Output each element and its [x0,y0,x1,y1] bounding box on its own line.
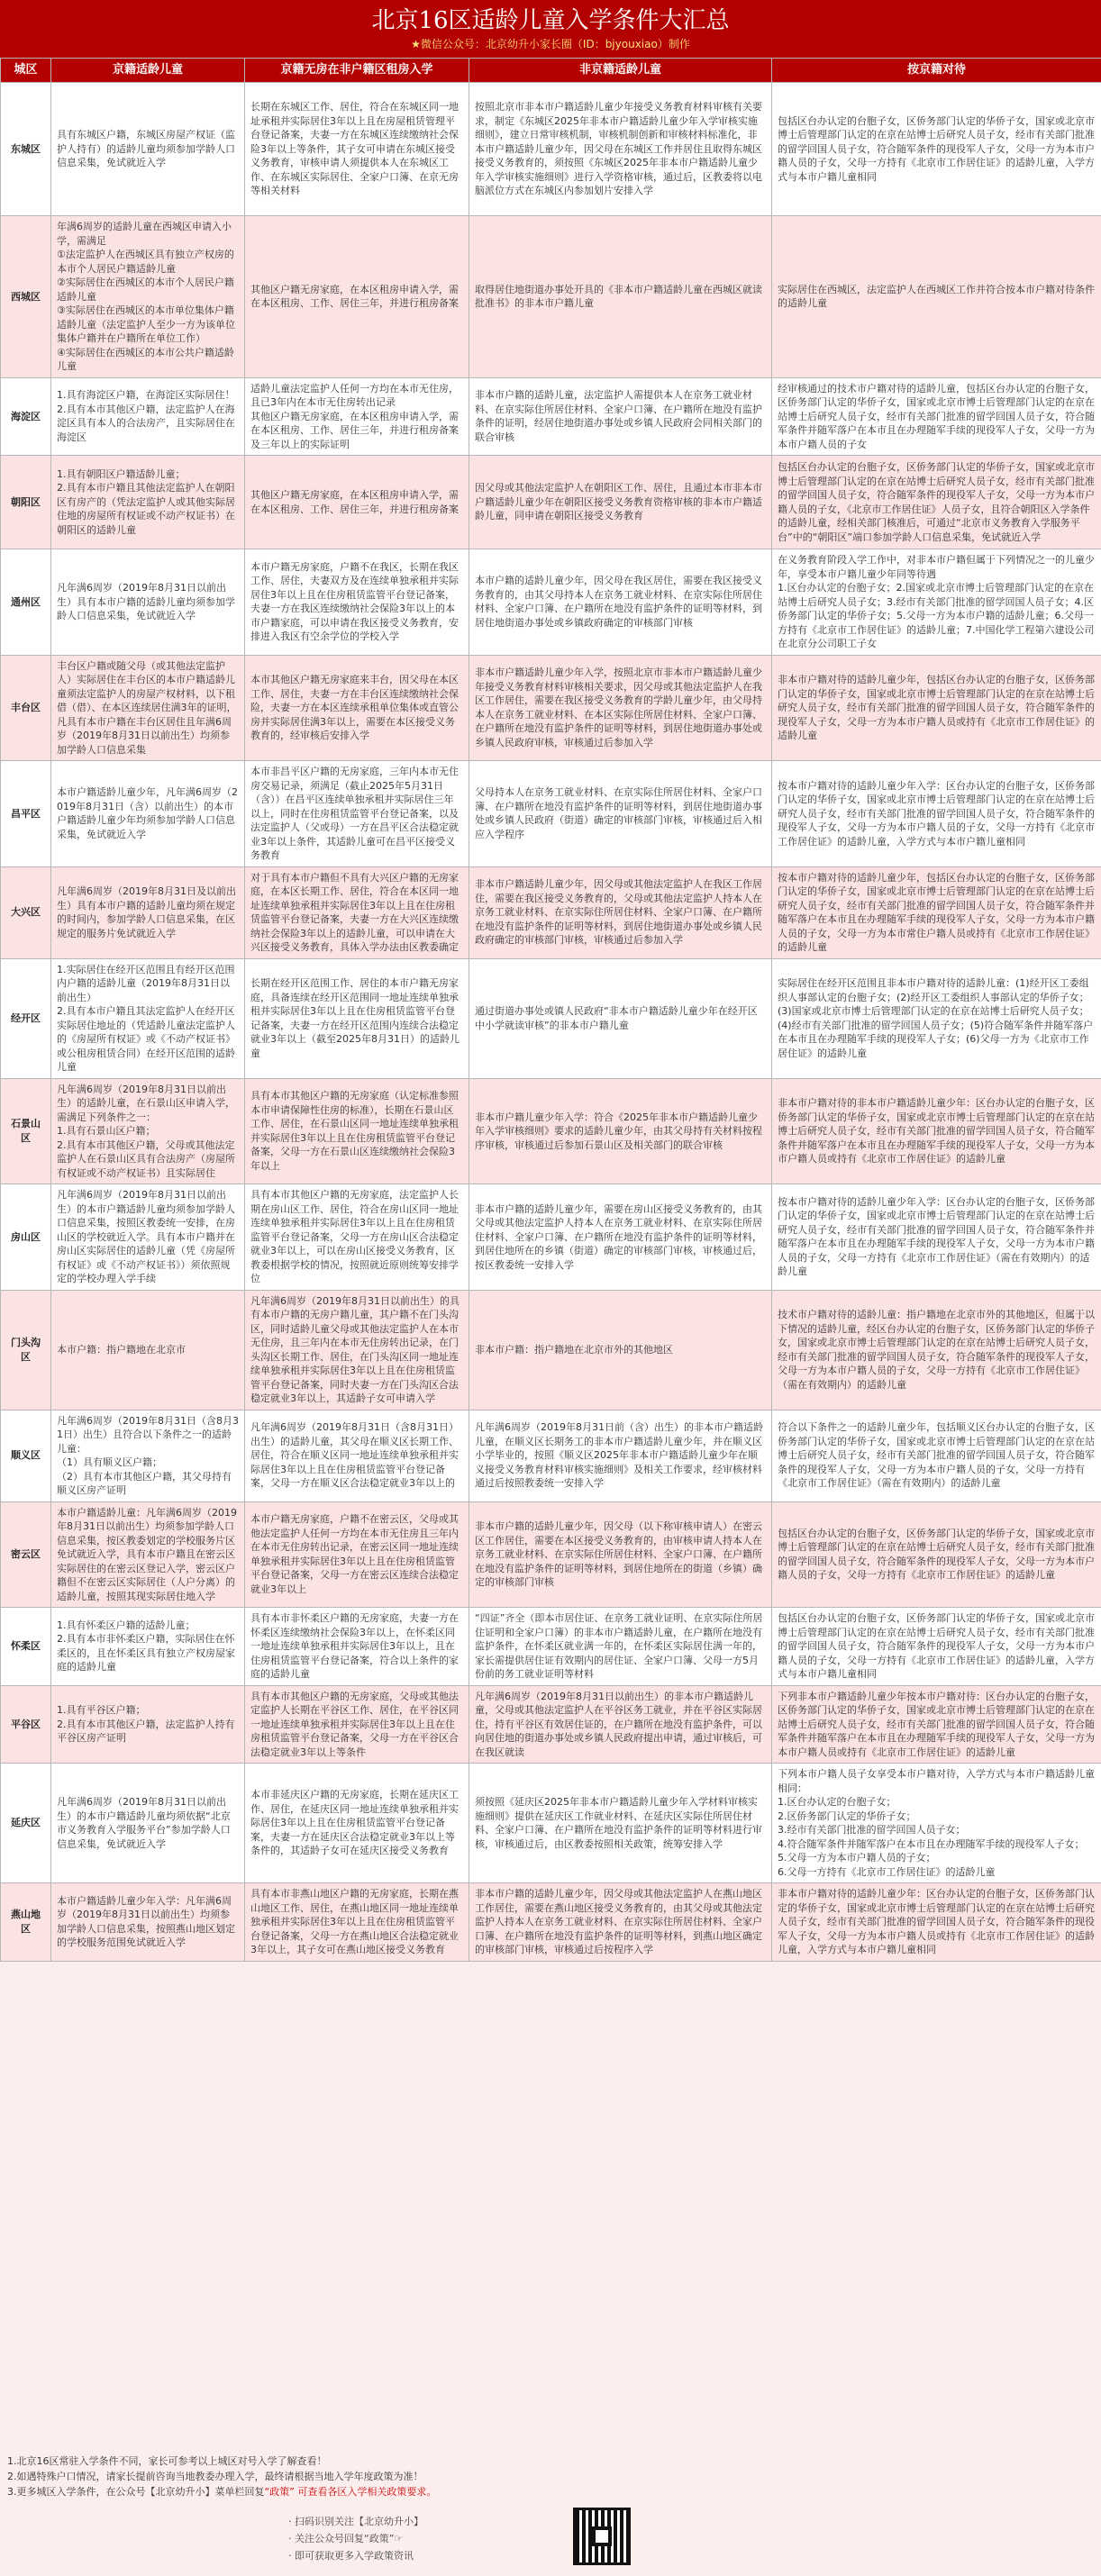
treated-as-beijing-cell: 按本市户籍对待的适龄儿童少年，包括区台办认定的台胞子女，区侨务部门认定的华侨子女，国家或北京市博士后管理部门认定的在京在站博士后研究人员子女，经市有关部门批准的留学回国人员子女，符合随军条件并随军落户在本市且在办理随军手续的现役军人子女，父母一方为本市户籍人员的子女，父母一方为本市常住户籍人员或持有《北京市工作居住证》的适龄儿童 [772,866,1101,958]
non-beijing-cell: 本市户籍的适龄儿童少年，因父母在我区居住，需要在我区接受义务教育的，由其父母持本人在京务工就业材料、在京实际住所居住材料、全家户口簿、在户籍所在地没有监护条件的证明等材料，到居住地街道办事处或乡镇政府确定的审核部门审核 [469,549,772,656]
footer-line-2: · 关注公众号回复“政策”☞ [288,2533,404,2544]
rental-cell: 其他区户籍无房家庭，在本区租房申请入学，需在本区租房、工作、居住三年，并进行租房备案 [245,456,469,549]
district-cell: 延庆区 [1,1764,51,1883]
non-beijing-cell: 父母持本人在京务工就业材料、在京实际住所居住材料、全家户口簿、在户籍所在地没有监护条件的证明等材料，到居住地街道办事处或乡镇人民政府（街道）确定的审核部门审核，审核通过后入相应入学程序 [469,761,772,867]
district-cell: 大兴区 [1,866,51,958]
district-cell: 怀柔区 [1,1608,51,1686]
table-row [1,1685,1101,1764]
beijing-hukou-cell: 凡年满6周岁（2019年8月31日及以前出生）具有本市户籍的适龄儿童均须在规定的时间内，参加学龄人口信息采集，在区规定的服务片免试就近入学 [51,866,245,958]
non-beijing-cell: 通过街道办事处或镇人民政府“非本市户籍适龄儿童少年在经开区中小学就读审核”的非本市户籍儿童 [469,958,772,1078]
beijing-hukou-cell: 年满6周岁的适龄儿童在西城区申请入小学，需满足 ①法定监护人在西城区具有独立产权房的本市个人居民户籍适龄儿童 ②实际居住在西城区的本市个人居民户籍适龄儿童 ③实际居住在西城区的本市单位集体户籍适龄儿童（法定监护人至少一方为该单位集体户籍并在户籍所在单位工作） ④实际居住在西城区的本市公共户籍适龄儿童 [51,216,245,378]
rental-cell: 本市户籍无房家庭，户籍不在密云区，父母或其他法定监护人任何一方均在本市无住房且三年内在本市无住房转出记录，在密云区同一地址连续单独承租并实际居住3年以上且在住房租赁监管平台登记备案，父母一方在密云区连续合法稳定就业3年以上 [245,1501,469,1608]
table-row [1,456,1101,549]
beijing-hukou-cell: 1.具有平谷区户籍； 2.具有本市其他区户籍，法定监护人持有平谷区房产证明 [51,1685,245,1764]
non-beijing-cell: 因父母或其他法定监护人在朝阳区工作、居住，且通过本市非本市户籍适龄儿童少年在朝阳区接受义务教育资格审核的非本市户籍适龄儿童，同申请在朝阳区接受义务教育 [469,456,772,549]
non-beijing-cell: 按照北京市非本市户籍适龄儿童少年接受义务教育材料审核有关要求，制定《东城区2025年非本市户籍适龄儿童少年入学审核实施细则》，建立日常审核机制，审核机制创新和审核材料标准化，非本市户籍适龄儿童少年，因父母在东城区工作并居住且取得东城区接受义务教育的，须按照《东城区2025年非本市户籍适龄儿童少年入学审核实施细则》进行入学资格审核，通过后，区教委将以电脑派位方式在东城区内参加划片安排入学 [469,83,772,216]
beijing-hukou-cell: 凡年满6周岁（2019年8月31日以前出生）的本市户籍适龄儿童均须依据“北京市义务教育入学服务平台”参加学龄人口信息采集，免试就近入学 [51,1764,245,1883]
district-cell: 石景山区 [1,1078,51,1184]
non-beijing-cell: 须按照《延庆区2025年非本市户籍适龄儿童少年入学材料审核实施细则》提供在延庆区工作就业材料、在延庆区实际住所居住材料、全家户口簿、在户籍所在地没有监护条件的证明等材料进行审核，审核通过后，由区教委按照相关政策，统筹安排入学 [469,1764,772,1883]
district-cell: 平谷区 [1,1685,51,1764]
rental-cell: 其他区户籍无房家庭，在本区租房申请入学，需在本区租房、工作、居住三年，并进行租房备案 [245,216,469,378]
treated-as-beijing-cell: 非本市户籍对待的适龄儿童少年：区台办认定的台胞子女，区侨务部门认定的华侨子女，国家或北京市博士后管理部门认定的在京在站博士后研究人员子女，经市有关部门批准的留学回国人员子女，符合随军条件的现役军人子女，父母一方为本市户籍人员或持有《北京市工作居住证》的适龄儿童，入学方式与本市户籍儿童相同 [772,1883,1101,1962]
beijing-hukou-cell: 具有东城区户籍，东城区房屋产权证（监护人持有）的适龄儿童均须参加学龄人口信息采集，免试就近入学 [51,83,245,216]
table-row [1,1184,1101,1291]
rental-cell: 长期在东城区工作、居住，符合在东城区同一地址承租并实际居住3年以上且在房屋租赁管理平台登记备案，夫妻一方在东城区连续缴纳社会保险3年以上等条件，其子女可申请在东城区接受义务教育，审核申请人须提供本人在东城区工作、在东城区实际居住、全家户口簿、在京无房等相关材料 [245,83,469,216]
non-beijing-cell: 非本市户籍的适龄儿童，法定监护人需提供本人在京务工就业材料、在京实际住所居住材料、全家户口簿、在户籍所在地没有监护条件的证明，经居住地街道办事处或乡镇人民政府会同相关部门的联合审核 [469,377,772,456]
table-row [1,866,1101,958]
table-row [1,83,1101,216]
note-line-3 [7,2484,1094,2499]
district-cell: 顺义区 [1,1410,51,1501]
table-row [1,1501,1101,1608]
footer [0,2500,1101,2576]
column-header-treated-as-beijing: 按京籍对待 [772,59,1101,83]
table-row [1,1078,1101,1184]
beijing-hukou-cell: 1.实际居住在经开区范围且有经开区范围内户籍的适龄儿童（2019年8月31日以前出生） 2.具有本市户籍且其法定监护人在经开区实际居住地址的（凭适龄儿童法定监护人的《房屋所有权证》或《不动产权证书》或公租房租赁合同）在经开区范围的适龄儿童 [51,958,245,1078]
rental-cell: 本市其他区户籍无房家庭来丰台，因父母在本区工作、居住，夫妻一方在丰台区连续缴纳社会保险，夫妻一方在本区连续承租单位集体或直管公房并实际居住满3年以上，需要在本区接受义务教育的，经审核后安排入学 [245,655,469,761]
beijing-hukou-cell: 1.具有海淀区户籍，在海淀区实际居住！ 2.具有本市其他区户籍，法定监护人在海淀区具有本人的合法房产，且实际居住在海淀区 [51,377,245,456]
table-row [1,216,1101,378]
non-beijing-cell: 非本市户籍适龄儿童少年入学，按照北京市非本市户籍适龄儿童少年接受义务教育材料审核相关要求，因父母或其他法定监护人在我区工作居住，需要在我区接受义务教育的学龄儿童少年，由父母持本人在京务工就业材料、在本区实际住所居住材料、全家户口簿、在户籍所在地没有监护条件的证明等材料，到居住地街道办事处或乡镇人民政府审核，审核通过后参加入学 [469,655,772,761]
beijing-hukou-cell: 本市户籍适龄儿童：凡年满6周岁（2019年8月31日以前出生）均须参加学龄人口信息采集，按区教委划定的学校服务片区免试就近入学，具有本市户籍且在密云区实际居住的在密云区登记入学，密云区户籍但不在密云区实际居住（人户分离）的适龄儿童，按照其现实际居住地入学 [51,1501,245,1608]
table-body [1,83,1101,1962]
footer-line-1: · 扫码识别关注【北京幼升小】 [288,2516,423,2527]
beijing-hukou-cell: 凡年满6周岁（2019年8月31日（含8月31日）出生）且符合以下条件之一的适龄儿童： （1）具有顺义区户籍； （2）具有本市其他区户籍，其父母持有顺义区房产证明 [51,1410,245,1501]
beijing-hukou-cell: 丰台区户籍或随父母（或其他法定监护人）实际居住在丰台区的本市户籍适龄儿童须法定监护人的房屋产权材料，以下租借（借）、在本区连续居住满3年的证明，凡具有本市户籍在丰台区居住且年满6周岁（2019年8月31日以前出生）均须参加学龄人口信息采集 [51,655,245,761]
table-row [1,655,1101,761]
district-cell: 海淀区 [1,377,51,456]
beijing-hukou-cell: 1.具有怀柔区户籍的适龄儿童； 2.具有本市非怀柔区户籍，实际居住在怀柔区的，且在怀柔区具有独立产权房屋家庭的适龄儿童 [51,1608,245,1686]
note-keyword: “政策” [264,2486,295,2498]
district-cell: 朝阳区 [1,456,51,549]
treated-as-beijing-cell: 下列非本市户籍适龄儿童少年按本市户籍对待：区台办认定的台胞子女，区侨务部门认定的华侨子女，国家或北京市博士后管理部门认定的在京在站博士后研究人员子女，经市有关部门批准的留学回国人员子女，符合随军条件并随军落户在本市且在办理随军手续的现役军人子女，父母一方为本市户籍人员或持有《北京市工作居住证》的适龄儿童 [772,1685,1101,1764]
non-beijing-cell: 凡年满6周岁（2019年8月31日以前出生）的非本市户籍适龄儿童，父母或其他法定监护人在平谷区务工就业，并在平谷区实际居住，持有平谷区有效居住证的，在户籍所在地没有监护条件，可以向居住地的街道办事处或乡镇人民政府提出申请，通过审核后，可在我区就读 [469,1685,772,1764]
non-beijing-cell: 非本市户籍儿童少年入学：符合《2025年非本市户籍适龄儿童少年入学审核细则》要求的适龄儿童少年，由其父母持有关材料按程序审核，审核通过后参加石景山区及相关部门的联合审核 [469,1078,772,1184]
table-row [1,1764,1101,1883]
rental-cell: 适龄儿童法定监护人任何一方均在本市无住房，且已3年内在本市无住房转出记录 其他区户籍无房家庭，在本区租房申请入学，需在本区租房、工作、居住三年，并进行租房备案及三年以上的实际证明 [245,377,469,456]
district-cell: 丰台区 [1,655,51,761]
table-row [1,958,1101,1078]
note-line-2: 2.如遇特殊户口情况，请家长提前咨询当地教委办理入学，最终请根据当地入学年度政策为准！ [7,2471,423,2482]
column-header-beijing-hukou: 京籍适龄儿童 [51,59,245,83]
beijing-hukou-cell: 凡年满6周岁（2019年8月31日以前出生）具有本市户籍的适龄儿童均须参加学龄人口信息采集，免试就近入学 [51,549,245,656]
district-cell: 燕山地区 [1,1883,51,1962]
non-beijing-cell: 非本市户籍的适龄儿童少年，因父母或其他法定监护人在燕山地区工作居住，需要在燕山地区接受义务教育的，由其父母或其他法定监护人持本人在京务工就业材料、在京实际住所居住材料、全家户口簿、在户籍所在地没有监护条件的证明等材料，到燕山地区确定的审核部门审核，审核通过后按程序入学 [469,1883,772,1962]
district-cell: 经开区 [1,958,51,1078]
beijing-hukou-cell: 凡年满6周岁（2019年8月31日以前出生）的本市户籍适龄儿童均须参加学龄人口信息采集，按照区教委统一安排，在房山区的学校就近入学。具有本市户籍并在房山区实际居住的适龄儿童（凭《房屋所有权证》或《不动产权证书》）须依照规定的学校办理入学手续 [51,1184,245,1291]
treated-as-beijing-cell: 实际居住在西城区，法定监护人在西城区工作并符合按本市户籍对待条件的适龄儿童 [772,216,1101,378]
note-line-3-suffix: 可查看各区入学相关政策要求。 [297,2486,437,2498]
treated-as-beijing-cell: 包括区台办认定的台胞子女，区侨务部门认定的华侨子女，国家或北京市博士后管理部门认定的在京在站博士后研究人员子女，经市有关部门批准的留学回国人员子女，符合随军条件的现役军人子女，父母一方为本市户籍人员的子女，父母一方持有《北京市工作居住证》的适龄儿童 [772,1501,1101,1608]
rental-cell: 本市户籍无房家庭，户籍不在我区，长期在我区工作、居住，夫妻双方及在连续单独承租并实际居住3年以上且在住房租赁监管平台登记备案，夫妻一方在我区连续缴纳社会保险3年以上的本市户籍家庭，可以申请在我区接受义务教育，安排进入我区有空余学位的学校入学 [245,549,469,656]
rental-cell: 具有本市其他区户籍的无房家庭，法定监护人长期在房山区工作、居住，符合在房山区同一地址连续单独承租并实际居住3年以上且在住房租赁监管平台登记备案，父母一方在房山区合法稳定就业3年以上，可以在房山区接受义务教育，区教委根据学校的情况，按照就近原则统筹安排学位 [245,1184,469,1291]
non-beijing-cell: 取得居住地街道办事处开具的《非本市户籍适龄儿童在西城区就读批准书》的非本市户籍儿童 [469,216,772,378]
non-beijing-cell: “四证”齐全（即本市居住证、在京务工就业证明、在京实际住所居住证明和全家户口簿）的非本市户籍适龄儿童，在户籍所在地没有监护条件，在怀柔区就业满一年的，在怀柔区实际居住满一年的，家长需提供居住证有效期内的居住证、全家户口簿、父母一方5月份前的务工就业证明等材料 [469,1608,772,1686]
page-subtitle: ★微信公众号：北京幼升小家长圈（ID：bjyouxiao）制作 [411,38,690,50]
district-cell: 东城区 [1,83,51,216]
non-beijing-cell: 非本市户籍的适龄儿童少年，因父母（以下称审核申请人）在密云区工作居住，需要在本区接受义务教育的，由审核申请人持本人在京务工就业材料、在京实际住所居住材料、全家户口簿、在户籍所在地没有监护条件的证明等材料，到居住地所在的街道（乡镇）确定的审核部门审核 [469,1501,772,1608]
table-row [1,1608,1101,1686]
treated-as-beijing-cell: 实际居住在经开区范围且非本市户籍对待的适龄儿童：(1)经开区工委组织人事部认定的台胞子女；(2)经开区工委组织人事部认定的华侨子女；(3)国家或北京市博士后管理部门认定的在京在站博士后研究人员子女；(4)经市有关部门批准的留学回国人员子女；(5)符合随军条件并随军落户在本市且在办理随军手续的现役军人子女；(6)父母一方为《北京市工作居住证》的适龄儿童 [772,958,1101,1078]
rental-cell: 本市非昌平区户籍的无房家庭，三年内本市无住房交易记录，须满足（截止2025年5月31日（含））在昌平区连续单独承租并实际居住三年以上，同时在住房租赁监管平台登记备案，以及法定监护人（父或母）一方在昌平区合法稳定就业3年以上条件，其适龄儿童可在昌平区接受义务教育 [245,761,469,867]
qr-code-icon [573,2508,631,2565]
note-line-1: 1.北京16区常驻入学条件不同，家长可参考以上城区对号入学了解查看！ [7,2455,327,2467]
footer-text [288,2513,423,2564]
treated-as-beijing-cell: 包括区台办认定的台胞子女，区侨务部门认定的华侨子女，国家或北京市博士后管理部门认定的在京在站博士后研究人员子女，经市有关部门批准的留学回国人员子女，符合随军条件的现役军人子女，父母一方为本市户籍人员的子女，《北京市工作居住证》人员子女，且符合朝阳区入学条件的适龄儿童，经相关部门核准后，可通过“北京市义务教育入学服务平台”中的“朝阳区”端口参加学龄人口信息采集，免试就近入学 [772,456,1101,549]
beijing-hukou-cell: 本市户籍：指户籍地在北京市 [51,1290,245,1410]
rental-cell: 长期在经开区范围工作、居住的本市户籍无房家庭，具备连续在经开区范围同一地址连续单独承租并实际居住3年以上且在住房租赁监管平台登记备案，夫妻一方在经开区范围内连续合法稳定就业3年以上（截至2025年8月31日）的适龄儿童 [245,958,469,1078]
treated-as-beijing-cell: 非本市户籍对待的非本市户籍适龄儿童少年：区台办认定的台胞子女，区侨务部门认定的华侨子女，国家或北京市博士后管理部门认定的在京在站博士后研究人员子女，经市有关部门批准的留学回国人员子女，符合随军条件并随军落户在本市且在办理随军手续的现役军人子女，父母一方为本市户籍人员或持有《北京市工作居住证》的适龄儿童 [772,1078,1101,1184]
table-header-row [1,59,1101,83]
conditions-table [0,58,1101,1962]
table-row [1,761,1101,867]
treated-as-beijing-cell: 在义务教育阶段入学工作中，对非本市户籍但属于下列情况之一的儿童少年，享受本市户籍儿童少年同等待遇 1.区台办认定的台胞子女；2.国家或北京市博士后管理部门认定的在京在站博士后研究人员子女；3.经市有关部门批准的留学回国人员子女；4.区侨务部门认定的华侨子女；5.父母一方为本市户籍的适龄儿童；6.父母一方持有《北京市工作居住证》的适龄儿童；7.中国化学工程第六建设公司在北京分公司职工子女 [772,549,1101,656]
treated-as-beijing-cell: 按本市户籍对待的适龄儿童少年入学：区台办认定的台胞子女，区侨务部门认定的华侨子女，国家或北京市博士后管理部门认定的在京在站博士后研究人员子女，经市有关部门批准的留学回国人员子女，符合随军条件的现役军人子女，父母一方为本市户籍人员的子女，父母一方持有《北京市工作居住证》的适龄儿童，入学方式与本市户籍儿童相同 [772,761,1101,867]
treated-as-beijing-cell: 经审核通过的技术市户籍对待的适龄儿童，包括区台办认定的台胞子女，区侨务部门认定的华侨子女，国家或北京市博士后管理部门认定的在京在站博士后研究人员子女，经市有关部门批准的留学回国人员子女，符合随军条件并随军落户在本市且在办理随军手续的现役军人子女，父母一方为本市户籍人员的子女 [772,377,1101,456]
table-row [1,377,1101,456]
treated-as-beijing-cell: 下列本市户籍人员子女享受本市户籍对待，入学方式与本市户籍适龄儿童相同： 1.区台办认定的台胞子女； 2.区侨务部门认定的华侨子女； 3.经市有关部门批准的留学回国人员子女； 4.符合随军条件并随军落户在本市且在办理随军手续的现役军人子女； 5.父母一方为本市户籍人员的子女； 6.父母一方持有《北京市工作居住证》的适龄儿童 [772,1764,1101,1883]
rental-cell: 具有本市其他区户籍的无房家庭（认定标准参照本市申请保障性住房的标准），长期在石景山区工作、居住，在石景山区同一地址连续单独承租并实际居住3年以上且在住房租赁监管平台登记备案，父母一方在石景山区连续缴纳社会保险3年以上 [245,1078,469,1184]
treated-as-beijing-cell: 技术市户籍对待的适龄儿童：指户籍地在北京市外的其他地区，但属于以下情况的适龄儿童，经区台办认定的台胞子女，区侨务部门认定的华侨子女，国家或北京市博士后管理部门认定的在京在站博士后研究人员子女，经市有关部门批准的留学回国人员子女，符合随军条件的现役军人子女，父母一方为本市户籍人员的子女，父母一方持有《北京市工作居住证》（需在有效期内）的适龄儿童 [772,1290,1101,1410]
non-beijing-cell: 凡年满6周岁（2019年8月31日前（含）出生）的非本市户籍适龄儿童，在顺义区长期务工的非本市户籍适龄儿童少年，并在顺义区小学毕业的，按照《顺义区2025年非本市户籍适龄儿童少年在顺义接受义务教育材料审核实施细则》及相关工作要求，经审核材料通过后按照教委统一安排入学 [469,1410,772,1501]
title-banner [0,0,1101,58]
rental-cell: 具有本市其他区户籍的无房家庭，父母或其他法定监护人长期在平谷区工作、居住，在平谷区同一地址连续单独承租并实际居住3年以上且在住房租赁监管平台登记备案，父母一方在平谷区合法稳定就业3年以上等条件 [245,1685,469,1764]
treated-as-beijing-cell: 包括区台办认定的台胞子女，区侨务部门认定的华侨子女，国家或北京市博士后管理部门认定的在京在站博士后研究人员子女，经市有关部门批准的留学回国人员子女，符合随军条件的现役军人子女，父母一方为本市户籍人员的子女，父母一方持有《北京市工作居住证》的适龄儿童，入学方式与本市户籍儿童相同 [772,83,1101,216]
table-row [1,549,1101,656]
column-header-rental: 京籍无房在非户籍区租房入学 [245,59,469,83]
table-row [1,1883,1101,1962]
table-row [1,1410,1101,1501]
district-cell: 密云区 [1,1501,51,1608]
rental-cell: 具有本市非燕山地区户籍的无房家庭，长期在燕山地区工作、居住，在燕山地区同一地址连续单独承租并实际居住3年以上且在住房租赁监管平台登记备案，父母一方在燕山地区合法稳定就业3年以上，其子女可在燕山地区接受义务教育 [245,1883,469,1962]
beijing-hukou-cell: 本市户籍适龄儿童少年，凡年满6周岁（2019年8月31日（含）以前出生）的本市户籍适龄儿童少年均须参加学龄人口信息采集，免试就近入学 [51,761,245,867]
rental-cell: 对于具有本市户籍但不具有大兴区户籍的无房家庭，在本区长期工作、居住，符合在本区同一地址连续单独承租并实际居住3年以上且在住房租赁监管平台登记备案，夫妻一方在大兴区连续缴纳社会保险3年以上的适龄儿童，可以申请在大兴区接受义务教育，具体入学办法由区教委确定 [245,866,469,958]
rental-cell: 凡年满6周岁（2019年8月31日（含8月31日）出生）的适龄儿童，其父母在顺义区长期工作、居住，符合在顺义区同一地址连续单独承租并实际居住3年以上且在住房租赁监管平台登记备案，父母一方在顺义区合法稳定就业3年以上的 [245,1410,469,1501]
district-cell: 通州区 [1,549,51,656]
district-cell: 西城区 [1,216,51,378]
treated-as-beijing-cell: 符合以下条件之一的适龄儿童少年，包括顺义区台办认定的台胞子女，区侨务部门认定的华侨子女，国家或北京市博士后管理部门认定的在京在站博士后研究人员子女，经市有关部门批准的留学回国人员子女，符合随军条件的现役军人子女，父母一方为本市户籍人员的子女，父母一方持有《北京市工作居住证》（需在有效期内）的适龄儿童 [772,1410,1101,1501]
footer-line-3: · 即可获取更多入学政策资讯 [288,2550,414,2562]
treated-as-beijing-cell: 按本市户籍对待的适龄儿童少年入学：区台办认定的台胞子女，区侨务部门认定的华侨子女，国家或北京市博士后管理部门认定的在京在站博士后研究人员子女，经市有关部门批准的留学回国人员子女，符合随军条件并随军落户在本市且在办理随军手续的现役军人子女，父母一方为本市户籍人员的子女，父母一方持有《北京市工作居住证》（需在有效期内）的适龄儿童 [772,1184,1101,1291]
page-title: 北京16区适龄儿童入学条件大汇总 [371,7,730,34]
treated-as-beijing-cell: 包括区台办认定的台胞子女，区侨务部门认定的华侨子女，国家或北京市博士后管理部门认定的在京在站博士后研究人员子女，经市有关部门批准的留学回国人员子女，符合随军条件的现役军人子女，父母一方为本市户籍人员的子女，父母一方持有《北京市工作居住证》的适龄儿童，入学方式与本市户籍儿童相同 [772,1608,1101,1686]
non-beijing-cell: 非本市户籍的适龄儿童少年，需要在房山区接受义务教育的，由其父母或其他法定监护人持本人在京务工就业材料、在京实际住所居住材料、全家户口簿、在户籍所在地没有监护条件的证明等材料，到居住地所在的乡镇（街道）确定的审核部门审核，审核通过后，按区教委统一安排入学 [469,1184,772,1291]
district-cell: 房山区 [1,1184,51,1291]
rental-cell: 凡年满6周岁（2019年8月31日以前出生）的具有本市户籍的无房户籍儿童，其户籍不在门头沟区，同时适龄儿童父母或其他法定监护人在本市无住房，且三年内在本市无住房转出记录，在门头沟区长期工作、居住，在门头沟区同一地址连续单独承租并实际居住3年以上且在住房租赁监管平台登记备案，同时夫妻一方在门头沟区合法稳定就业3年以上，其适龄子女可申请入学 [245,1290,469,1410]
beijing-hukou-cell: 本市户籍适龄儿童少年入学：凡年满6周岁（2019年8月31日以前出生）均须参加学龄人口信息采集，按照燕山地区划定的学校服务范围免试就近入学 [51,1883,245,1962]
rental-cell: 本市非延庆区户籍的无房家庭，长期在延庆区工作、居住，在延庆区同一地址连续单独承租并实际居住3年以上且在住房租赁监管平台登记备案，夫妻一方在延庆区合法稳定就业3年以上等条件的，其适龄子女可在延庆区接受义务教育 [245,1764,469,1883]
beijing-hukou-cell: 凡年满6周岁（2019年8月31日以前出生）的适龄儿童，在石景山区申请入学，需满足下列条件之一： 1.具有石景山区户籍； 2.具有本市其他区户籍，父母或其他法定监护人在石景山区具有合法房产（房屋所有权证或不动产权证书）且实际居住 [51,1078,245,1184]
district-cell: 昌平区 [1,761,51,867]
table-row [1,1290,1101,1410]
note-line-3-prefix: 3.更多城区入学条件，在公众号【北京幼升小】菜单栏回复 [7,2486,265,2498]
non-beijing-cell: 非本市户籍：指户籍地在北京市外的其他地区 [469,1290,772,1410]
column-header-district: 城区 [1,59,51,83]
treated-as-beijing-cell: 非本市户籍对待的适龄儿童少年，包括区台办认定的台胞子女，区侨务部门认定的华侨子女，国家或北京市博士后管理部门认定的在京在站博士后研究人员子女，经市有关部门批准的留学回国人员子女，符合随军条件的现役军人子女，父母一方为本市户籍人员或持有《北京市工作居住证》的适龄儿童 [772,655,1101,761]
column-header-non-beijing: 非京籍适龄儿童 [469,59,772,83]
notes-section [0,2448,1101,2500]
district-cell: 门头沟区 [1,1290,51,1410]
rental-cell: 具有本市非怀柔区户籍的无房家庭，夫妻一方在怀柔区连续缴纳社会保险3年以上，在怀柔区同一地址连续单独承租并实际居住3年以上，且在住房租赁监管平台登记备案，符合以上条件的家庭的适龄儿童 [245,1608,469,1686]
non-beijing-cell: 非本市户籍适龄儿童少年，因父母或其他法定监护人在我区工作居住，需要在我区接受义务教育的，父母或其他法定监护人持本人在京务工就业材料、在京实际住所居住材料、全家户口簿、在户籍所在地没有监护条件的证明等材料，到居住地街道办事处或乡镇人民政府确定的审核部门审核，审核通过后参加入学 [469,866,772,958]
beijing-hukou-cell: 1.具有朝阳区户籍适龄儿童； 2.具有本市户籍且其他法定监护人在朝阳区有房产的（凭法定监护人或其他实际居住地的房屋所有权证或不动产权证书）在朝阳区的适龄儿童 [51,456,245,549]
